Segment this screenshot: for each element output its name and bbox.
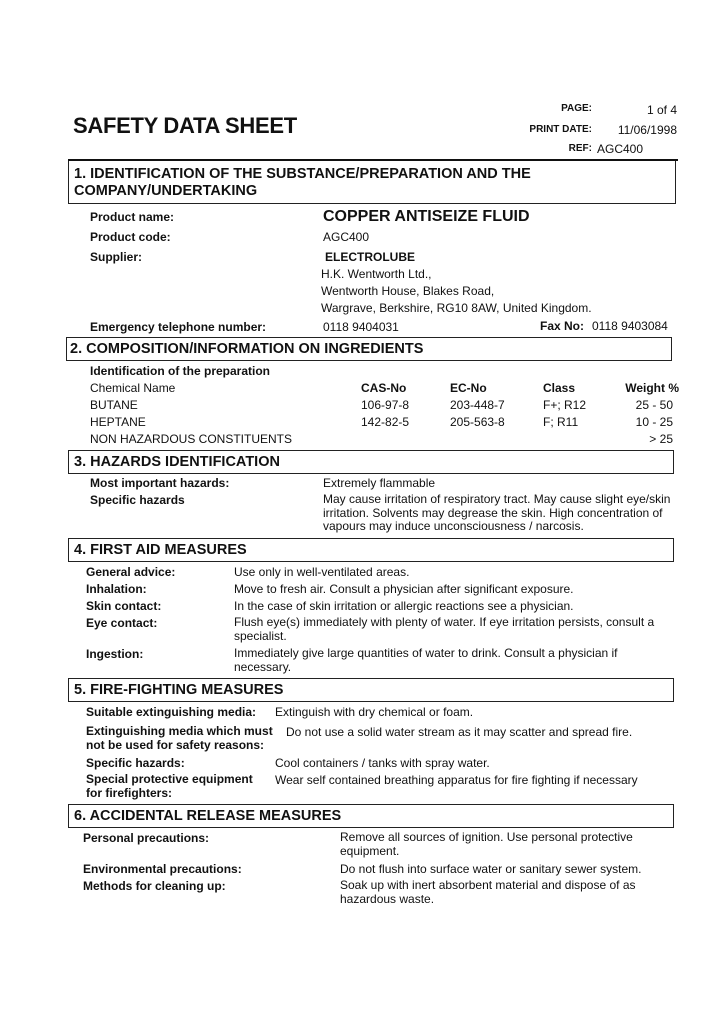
environmental-precautions-value: Do not flush into surface water or sanitary sewer system. bbox=[340, 862, 642, 876]
cleaning-methods-label: Methods for cleaning up: bbox=[83, 879, 226, 893]
section-3-title: 3. HAZARDS IDENTIFICATION bbox=[74, 454, 280, 470]
section-1-title-line1: 1. IDENTIFICATION OF THE SUBSTANCE/PREPARATION AND THE bbox=[74, 166, 531, 182]
supplier-address-1: Wentworth House, Blakes Road, bbox=[321, 284, 495, 298]
table-row-name: NON HAZARDOUS CONSTITUENTS bbox=[90, 432, 293, 446]
fax-number: 0118 9403084 bbox=[592, 319, 668, 333]
suitable-media-value: Extinguish with dry chemical or foam. bbox=[275, 705, 474, 719]
page-value: 1 of 4 bbox=[646, 103, 677, 117]
table-row-cas: 142-82-5 bbox=[361, 415, 410, 429]
general-advice-value: Use only in well-ventilated areas. bbox=[234, 565, 410, 579]
section-4-header bbox=[68, 538, 674, 562]
section-3-header bbox=[68, 450, 674, 474]
document-title: SAFETY DATA SHEET bbox=[73, 113, 297, 138]
personal-precautions-label: Personal precautions: bbox=[83, 831, 210, 845]
skin-contact-value: In the case of skin irritation or allergic reactions see a physician. bbox=[234, 599, 574, 613]
unsuitable-media-label: Extinguishing media which must not be used for safety reasons: bbox=[86, 724, 273, 752]
specific-hazards-value: May cause irritation of respiratory tract. May cause slight eye/skin irritation. Solvents may degrease the skin. High concentration of vapours may induce unconsciousness / narcosis. bbox=[323, 492, 671, 533]
table-row-weight: > 25 bbox=[649, 432, 673, 446]
identification-subtitle: Identification of the preparation bbox=[90, 364, 271, 378]
col-cas: CAS-No bbox=[361, 381, 407, 395]
section-1-title-line2: COMPANY/UNDERTAKING bbox=[74, 183, 258, 199]
section-6-header bbox=[68, 804, 674, 828]
product-code-label: Product code: bbox=[90, 230, 171, 244]
supplier-label: Supplier: bbox=[90, 250, 143, 264]
emergency-label: Emergency telephone number: bbox=[90, 320, 267, 334]
skin-contact-label: Skin contact: bbox=[86, 599, 162, 613]
eye-contact-label: Eye contact: bbox=[86, 616, 158, 630]
page-label: PAGE: bbox=[561, 103, 592, 114]
product-name-label: Product name: bbox=[90, 210, 175, 224]
table-row-ec: 205-563-8 bbox=[450, 415, 505, 429]
print-date-value: 11/06/1998 bbox=[617, 123, 677, 137]
col-weight: Weight % bbox=[625, 381, 679, 395]
inhalation-value: Move to fresh air. Consult a physician after significant exposure. bbox=[234, 582, 574, 596]
protective-equipment-label: Special protective equipment for firefighters: bbox=[86, 772, 253, 800]
suitable-media-label: Suitable extinguishing media: bbox=[86, 705, 257, 719]
col-chemical-name: Chemical Name bbox=[90, 381, 176, 395]
ingestion-label: Ingestion: bbox=[86, 647, 144, 661]
supplier-name: ELECTROLUBE bbox=[325, 250, 415, 264]
section-2-header bbox=[66, 337, 672, 361]
table-row-name: HEPTANE bbox=[90, 415, 146, 429]
table-row-weight: 10 - 25 bbox=[635, 415, 673, 429]
section-1-header bbox=[68, 161, 676, 204]
emergency-number: 0118 9404031 bbox=[323, 320, 399, 334]
print-date-label: PRINT DATE: bbox=[529, 124, 592, 135]
product-code: AGC400 bbox=[323, 230, 370, 244]
table-row-class: F+; R12 bbox=[543, 398, 587, 412]
environmental-precautions-label: Environmental precautions: bbox=[83, 862, 242, 876]
general-advice-label: General advice: bbox=[86, 565, 176, 579]
table-row-name: BUTANE bbox=[90, 398, 138, 412]
section-2-title: 2. COMPOSITION/INFORMATION ON INGREDIENTS bbox=[70, 341, 424, 357]
col-ec: EC-No bbox=[450, 381, 487, 395]
cleaning-methods-value: Soak up with inert absorbent material and dispose of as hazardous waste. bbox=[340, 878, 636, 906]
supplier-company: H.K. Wentworth Ltd., bbox=[321, 267, 432, 281]
protective-equipment-value: Wear self contained breathing apparatus for fire fighting if necessary bbox=[275, 773, 638, 787]
inhalation-label: Inhalation: bbox=[86, 582, 147, 596]
table-row-cas: 106-97-8 bbox=[361, 398, 410, 412]
fire-specific-hazards-value: Cool containers / tanks with spray water. bbox=[275, 756, 490, 770]
supplier-address-2: Wargrave, Berkshire, RG10 8AW, United Kingdom. bbox=[321, 301, 592, 315]
most-hazards-label: Most important hazards: bbox=[90, 476, 230, 490]
ingestion-value: Immediately give large quantities of water to drink. Consult a physician if necessary. bbox=[234, 646, 618, 674]
personal-precautions-value: Remove all sources of ignition. Use personal protective equipment. bbox=[340, 830, 633, 858]
table-row-weight: 25 - 50 bbox=[635, 398, 673, 412]
ref-value: AGC400 bbox=[597, 142, 644, 156]
section-6-title: 6. ACCIDENTAL RELEASE MEASURES bbox=[74, 808, 342, 824]
specific-hazards-label: Specific hazards bbox=[90, 493, 185, 507]
col-class: Class bbox=[543, 381, 576, 395]
eye-contact-value: Flush eye(s) immediately with plenty of water. If eye irritation persists, consult a specialist. bbox=[234, 615, 655, 643]
fax-label: Fax No: bbox=[540, 319, 585, 333]
table-row-ec: 203-448-7 bbox=[450, 398, 505, 412]
most-hazards-value: Extremely flammable bbox=[323, 476, 436, 490]
ref-label: REF: bbox=[568, 143, 592, 154]
product-name: COPPER ANTISEIZE FLUID bbox=[323, 208, 530, 225]
section-5-title: 5. FIRE-FIGHTING MEASURES bbox=[74, 682, 284, 698]
section-4-title: 4. FIRST AID MEASURES bbox=[74, 542, 247, 558]
table-row-class: F; R11 bbox=[543, 415, 579, 429]
section-5-header bbox=[68, 678, 674, 702]
fire-specific-hazards-label: Specific hazards: bbox=[86, 756, 185, 770]
unsuitable-media-value: Do not use a solid water stream as it may scatter and spread fire. bbox=[286, 725, 633, 739]
